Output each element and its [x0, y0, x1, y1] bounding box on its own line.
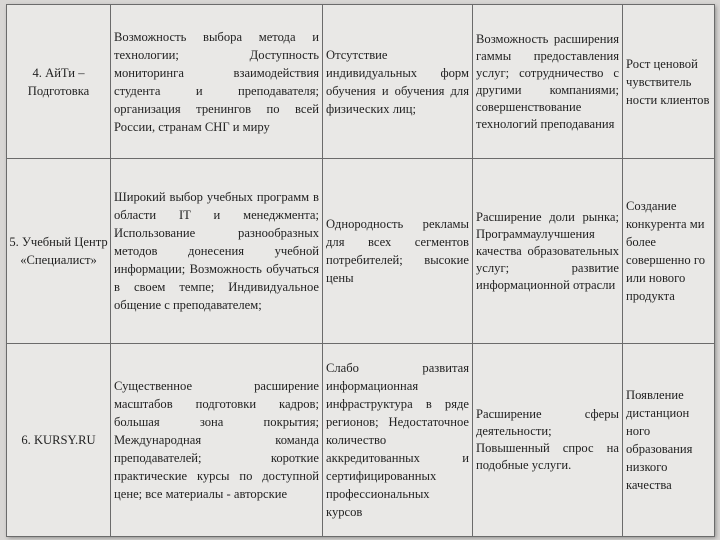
company-name-cell: 4. АйТи – Подготовка [7, 5, 111, 159]
document-page [6, 4, 714, 536]
threats-cell: Появление дистанцион ного образования низкого качества [623, 344, 715, 537]
opportunities-cell: Расширение доли рынка; Программаулучшения качества образовательных услуг; развитие информационной отрасли [473, 159, 623, 344]
weaknesses-cell: Однородность рекламы для всех сегментов потребителей; высокие цены [323, 159, 473, 344]
weaknesses-cell: Отсутствие индивидуальных форм обучения и обучения для физических лиц; [323, 5, 473, 159]
weaknesses-cell: Слабо развитая информационная инфраструктура в ряде регионов; Недостаточное количество аккредитованных и сертифицированных профессиональных курсов [323, 344, 473, 537]
swot-table [6, 4, 715, 537]
threats-cell: Рост ценовой чувствитель ности клиентов [623, 5, 715, 159]
threats-cell: Создание конкурента ми более совершенно го или нового продукта [623, 159, 715, 344]
company-name-cell: 6. KURSY.RU [7, 344, 111, 537]
table-row [7, 159, 715, 344]
company-name-cell: 5. Учебный Центр «Специалист» [7, 159, 111, 344]
strengths-cell: Существенное расширение масштабов подготовки кадров; большая зона покрытия; Международная команда преподавателей; короткие практические курсы по доступной цене; все материалы - авторские [111, 344, 323, 537]
strengths-cell: Возможность выбора метода и технологии; Доступность мониторинга взаимодействия студента и преподавателя; организация тренингов по всей России, странам СНГ и миру [111, 5, 323, 159]
table-row [7, 5, 715, 159]
opportunities-cell: Расширение сферы деятельности; Повышенный спрос на подобные услуги. [473, 344, 623, 537]
opportunities-cell: Возможность расширения гаммы предоставления услуг; сотрудничество с другими компаниями; совершенствование технологий преподавания [473, 5, 623, 159]
strengths-cell: Широкий выбор учебных программ в области IT и менеджмента; Использование разнообразных методов донесения учебной информации; Возможность обучаться в своем темпе; Индивидуальное общение с преподавателем; [111, 159, 323, 344]
table-row [7, 344, 715, 537]
